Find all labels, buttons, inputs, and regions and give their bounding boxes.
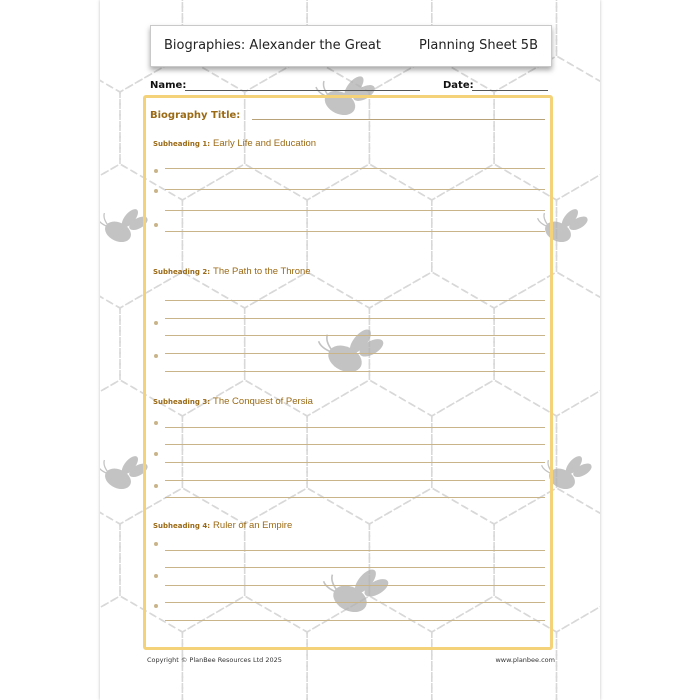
date-label: Date: (443, 80, 474, 91)
hexagon-cell (557, 596, 601, 700)
hexagon-cell (100, 488, 120, 632)
subheading-prefix: Subheading 1: (153, 140, 211, 148)
name-line[interactable] (185, 90, 420, 91)
subheading-prefix: Subheading 4: (153, 522, 211, 530)
writing-line[interactable] (165, 585, 545, 586)
writing-line[interactable] (165, 300, 545, 301)
bullet-point (154, 169, 158, 173)
subheading-prefix: Subheading 2: (153, 268, 211, 276)
bullet-point (154, 223, 158, 227)
bullet-point (154, 189, 158, 193)
bullet-point (154, 484, 158, 488)
writing-line[interactable] (165, 497, 545, 498)
writing-line[interactable] (165, 231, 545, 232)
website-text: www.planbee.com (495, 656, 555, 664)
writing-line[interactable] (165, 335, 545, 336)
bullet-point (154, 604, 158, 608)
bullet-point (154, 574, 158, 578)
worksheet-title: Biographies: Alexander the Great (164, 38, 381, 53)
writing-line[interactable] (165, 550, 545, 551)
writing-line[interactable] (165, 620, 545, 621)
writing-line[interactable] (165, 371, 545, 372)
subheading-prefix: Subheading 3: (153, 398, 211, 406)
hexagon-cell (557, 380, 601, 524)
bullet-point (154, 421, 158, 425)
bullet-point (154, 452, 158, 456)
subheading-text: The Path to the Throne (213, 266, 311, 277)
name-label: Name: (150, 80, 187, 91)
writing-line[interactable] (165, 567, 545, 568)
subheading-3 (153, 396, 313, 407)
biography-title-label: Biography Title: (150, 110, 241, 121)
copyright-text: Copyright © PlanBee Resources Ltd 2025 (147, 656, 282, 664)
hexagon-cell (557, 0, 601, 92)
bullet-point (154, 354, 158, 358)
writing-line[interactable] (165, 189, 545, 190)
writing-line[interactable] (165, 168, 545, 169)
subheading-1 (153, 138, 316, 149)
hexagon-cell (100, 56, 120, 200)
writing-line[interactable] (165, 602, 545, 603)
subheading-4 (153, 520, 292, 531)
writing-line[interactable] (165, 462, 545, 463)
writing-line[interactable] (165, 318, 545, 319)
writing-line[interactable] (165, 480, 545, 481)
subheading-2 (153, 266, 311, 277)
writing-line[interactable] (165, 444, 545, 445)
biography-title-line[interactable] (252, 119, 545, 120)
hexagon-cell (100, 272, 120, 416)
subheading-text: Ruler of an Empire (213, 520, 293, 531)
subheading-text: Early Life and Education (213, 138, 317, 149)
writing-line[interactable] (165, 427, 545, 428)
date-line[interactable] (472, 90, 548, 91)
planning-sheet-number: Planning Sheet 5B (418, 38, 538, 53)
bullet-point (154, 542, 158, 546)
bullet-point (154, 321, 158, 325)
header-box (150, 25, 552, 67)
writing-line[interactable] (165, 353, 545, 354)
writing-line[interactable] (165, 210, 545, 211)
planning-sheet (100, 0, 600, 700)
subheading-text: The Conquest of Persia (213, 396, 313, 407)
